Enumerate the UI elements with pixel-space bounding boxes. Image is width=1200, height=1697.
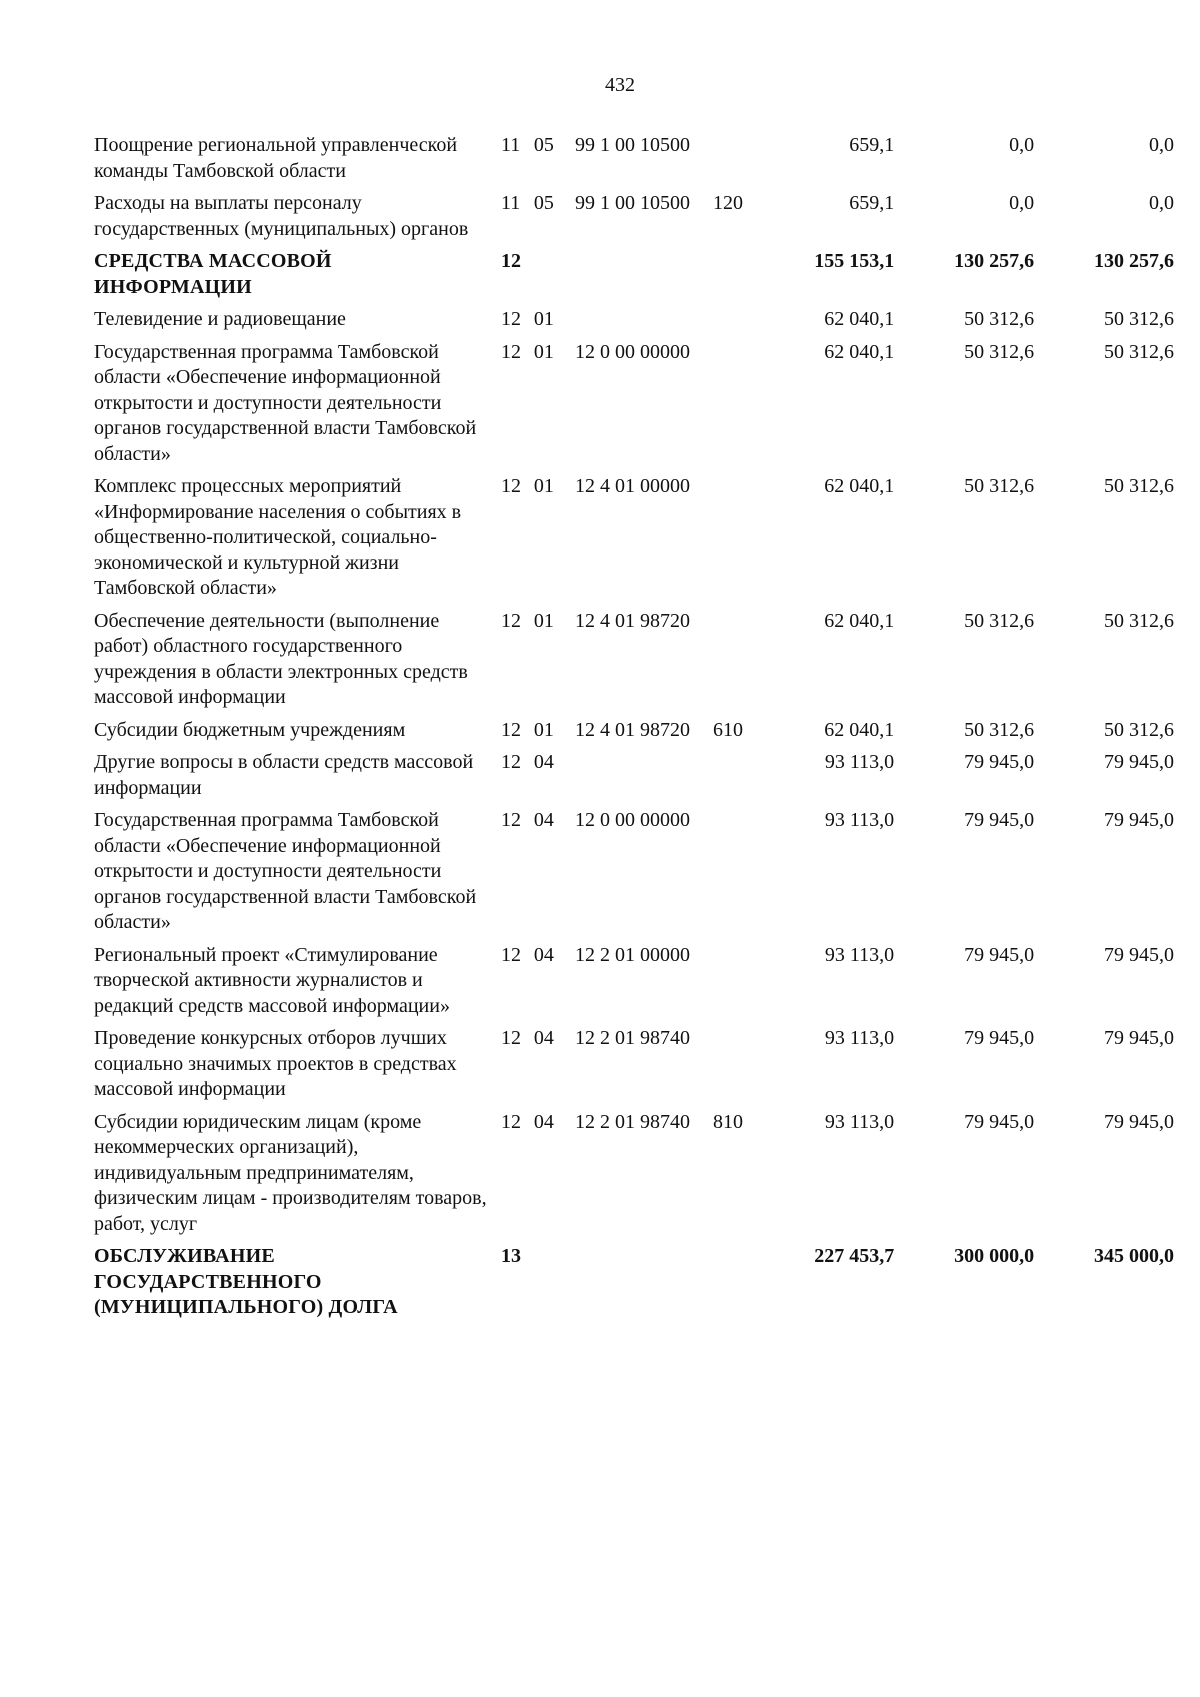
expense-type-code bbox=[705, 307, 754, 340]
item-name: Региональный проект «Стимулирование творческой активности журналистов и редакций средств массовой информации» bbox=[94, 943, 450, 1017]
item-name: Поощрение региональной управленческой команды Тамбовской области bbox=[94, 134, 458, 182]
expense-type-code: 610 bbox=[712, 718, 743, 741]
amount-year-2: 79 945,0 bbox=[964, 1027, 1035, 1049]
subsection-code bbox=[520, 1244, 561, 1328]
item-name: Расходы на выплаты персоналу государственных (муниципальных) органов bbox=[94, 192, 469, 240]
expense-type-code: 120 bbox=[712, 192, 743, 214]
expense-type-code bbox=[705, 750, 754, 808]
amount-year-3: 345 000,0 bbox=[1094, 1245, 1174, 1267]
subsection-code: 05 bbox=[533, 134, 554, 156]
expense-type-code bbox=[705, 943, 754, 1027]
target-article-code bbox=[561, 249, 705, 307]
amount-year-1: 62 040,1 bbox=[824, 609, 895, 632]
amount-year-1: 62 040,1 bbox=[824, 308, 895, 330]
amount-year-1: 93 113,0 bbox=[824, 943, 895, 966]
target-article-code: 12 0 00 00000 bbox=[574, 809, 690, 831]
amount-year-3: 79 945,0 bbox=[1104, 943, 1174, 966]
table-row bbox=[94, 1110, 1174, 1245]
budget-table-body bbox=[94, 133, 1174, 1328]
amount-year-3: 79 945,0 bbox=[1104, 751, 1174, 773]
expense-type-code bbox=[705, 609, 754, 718]
section-code: 12 bbox=[501, 1027, 522, 1049]
table-row bbox=[94, 718, 1174, 751]
section-code: 12 bbox=[501, 475, 522, 497]
table-row bbox=[94, 1026, 1174, 1110]
section-code: 12 bbox=[501, 718, 522, 741]
amount-year-1: 227 453,7 bbox=[814, 1245, 895, 1267]
amount-year-3: 50 312,6 bbox=[1104, 609, 1174, 632]
page-number: 432 bbox=[605, 74, 635, 96]
subsection-code: 04 bbox=[533, 1110, 554, 1133]
amount-year-1: 93 113,0 bbox=[824, 809, 895, 831]
section-code: 12 bbox=[501, 340, 522, 363]
amount-year-3: 50 312,6 bbox=[1104, 475, 1174, 497]
amount-year-3: 130 257,6 bbox=[1094, 250, 1174, 272]
amount-year-1: 62 040,1 bbox=[824, 340, 895, 363]
table-section-row bbox=[94, 249, 1174, 307]
target-article-code bbox=[561, 1244, 705, 1328]
item-name: Государственная программа Тамбовской области «Обеспечение информационной открытости и доступности деятельности органов государственной власти Тамбовской области» bbox=[94, 340, 477, 465]
table-row bbox=[94, 474, 1174, 609]
target-article-code: 99 1 00 10500 bbox=[574, 134, 690, 156]
amount-year-1: 659,1 bbox=[849, 134, 895, 156]
amount-year-2: 130 257,6 bbox=[954, 250, 1035, 272]
amount-year-2: 50 312,6 bbox=[964, 475, 1035, 497]
item-name: ОБСЛУЖИВАНИЕ ГОСУДАРСТВЕННОГО (МУНИЦИПАЛЬНОГО) ДОЛГА bbox=[94, 1245, 398, 1318]
amount-year-1: 62 040,1 bbox=[824, 475, 895, 497]
target-article-code: 12 0 00 00000 bbox=[574, 340, 690, 363]
subsection-code: 04 bbox=[533, 943, 554, 966]
amount-year-1: 155 153,1 bbox=[814, 250, 895, 272]
target-article-code bbox=[561, 307, 705, 340]
expense-type-code bbox=[705, 340, 754, 475]
amount-year-1: 62 040,1 bbox=[824, 718, 895, 741]
item-name: Субсидии юридическим лицам (кроме некоммерческих организаций), индивидуальным предпринимателям, физическим лицам - производителям товаров, работ, услуг bbox=[94, 1110, 487, 1235]
amount-year-1: 93 113,0 bbox=[824, 1110, 895, 1133]
amount-year-2: 0,0 bbox=[1009, 134, 1035, 156]
table-row bbox=[94, 943, 1174, 1027]
table-row bbox=[94, 609, 1174, 718]
budget-table bbox=[94, 133, 1174, 1328]
subsection-code: 05 bbox=[533, 192, 554, 214]
section-code: 11 bbox=[501, 192, 521, 214]
amount-year-2: 79 945,0 bbox=[964, 943, 1035, 966]
item-name: Субсидии бюджетным учреждениям bbox=[94, 718, 406, 741]
subsection-code: 01 bbox=[533, 308, 554, 330]
amount-year-2: 50 312,6 bbox=[964, 609, 1035, 632]
subsection-code bbox=[520, 249, 561, 307]
subsection-code: 01 bbox=[533, 718, 554, 741]
target-article-code: 12 4 01 98720 bbox=[574, 718, 690, 741]
amount-year-2: 0,0 bbox=[1009, 192, 1035, 214]
target-article-code: 12 2 01 00000 bbox=[574, 943, 690, 966]
item-name: Обеспечение деятельности (выполнение работ) областного государственного учреждения в области электронных средств массовой информации bbox=[94, 609, 468, 708]
section-code: 12 bbox=[501, 308, 522, 330]
target-article-code bbox=[561, 750, 705, 808]
table-row bbox=[94, 340, 1174, 475]
section-code: 12 bbox=[501, 609, 522, 632]
amount-year-3: 79 945,0 bbox=[1104, 1110, 1174, 1133]
target-article-code: 12 4 01 98720 bbox=[574, 609, 690, 632]
subsection-code: 01 bbox=[533, 475, 554, 497]
subsection-code: 04 bbox=[533, 751, 554, 773]
target-article-code: 12 2 01 98740 bbox=[574, 1027, 690, 1049]
item-name: Телевидение и радиовещание bbox=[94, 308, 346, 330]
item-name: Государственная программа Тамбовской области «Обеспечение информационной открытости и доступности деятельности органов государственной власти Тамбовской области» bbox=[94, 809, 477, 933]
expense-type-code bbox=[705, 1244, 754, 1328]
item-name: Другие вопросы в области средств массовой информации bbox=[94, 751, 474, 799]
expense-type-code bbox=[705, 249, 754, 307]
table-section-row bbox=[94, 1244, 1174, 1328]
subsection-code: 04 bbox=[533, 1027, 554, 1049]
amount-year-2: 79 945,0 bbox=[964, 751, 1035, 773]
expense-type-code bbox=[705, 474, 754, 609]
amount-year-3: 0,0 bbox=[1149, 192, 1174, 214]
subsection-code: 04 bbox=[533, 809, 554, 831]
amount-year-2: 50 312,6 bbox=[964, 718, 1035, 741]
amount-year-3: 50 312,6 bbox=[1104, 718, 1174, 741]
table-row bbox=[94, 307, 1174, 340]
section-code: 13 bbox=[501, 1245, 522, 1267]
amount-year-1: 93 113,0 bbox=[824, 751, 895, 773]
subsection-code: 01 bbox=[533, 609, 554, 632]
table-row bbox=[94, 808, 1174, 943]
item-name: СРЕДСТВА МАССОВОЙ ИНФОРМАЦИИ bbox=[94, 250, 332, 298]
section-code: 11 bbox=[501, 134, 521, 156]
amount-year-2: 79 945,0 bbox=[964, 1110, 1035, 1133]
expense-type-code bbox=[705, 133, 754, 191]
table-row bbox=[94, 191, 1174, 249]
target-article-code: 99 1 00 10500 bbox=[574, 192, 690, 214]
table-row bbox=[94, 750, 1174, 808]
amount-year-3: 0,0 bbox=[1149, 134, 1174, 156]
amount-year-1: 659,1 bbox=[849, 192, 895, 214]
amount-year-3: 50 312,6 bbox=[1104, 340, 1174, 363]
section-code: 12 bbox=[501, 809, 522, 831]
amount-year-2: 300 000,0 bbox=[954, 1245, 1035, 1267]
item-name: Проведение конкурсных отборов лучших социально значимых проектов в средствах массовой информации bbox=[94, 1027, 457, 1100]
section-code: 12 bbox=[501, 250, 522, 272]
target-article-code: 12 4 01 00000 bbox=[574, 475, 690, 497]
amount-year-3: 79 945,0 bbox=[1104, 809, 1174, 831]
expense-type-code bbox=[705, 808, 754, 943]
amount-year-2: 50 312,6 bbox=[964, 308, 1035, 330]
subsection-code: 01 bbox=[533, 340, 554, 363]
section-code: 12 bbox=[501, 1110, 522, 1133]
table-row bbox=[94, 133, 1174, 191]
amount-year-1: 93 113,0 bbox=[824, 1027, 895, 1049]
section-code: 12 bbox=[501, 751, 522, 773]
amount-year-3: 50 312,6 bbox=[1104, 308, 1174, 330]
item-name: Комплекс процессных мероприятий «Информирование населения о событиях в общественно-политической, социально-экономической и культурной жизни Тамбовской области» bbox=[94, 475, 462, 599]
expense-type-code bbox=[705, 1026, 754, 1110]
target-article-code: 12 2 01 98740 bbox=[574, 1110, 690, 1133]
amount-year-3: 79 945,0 bbox=[1104, 1027, 1174, 1049]
expense-type-code: 810 bbox=[712, 1110, 743, 1133]
section-code: 12 bbox=[501, 943, 522, 966]
amount-year-2: 79 945,0 bbox=[964, 809, 1035, 831]
amount-year-2: 50 312,6 bbox=[964, 340, 1035, 363]
